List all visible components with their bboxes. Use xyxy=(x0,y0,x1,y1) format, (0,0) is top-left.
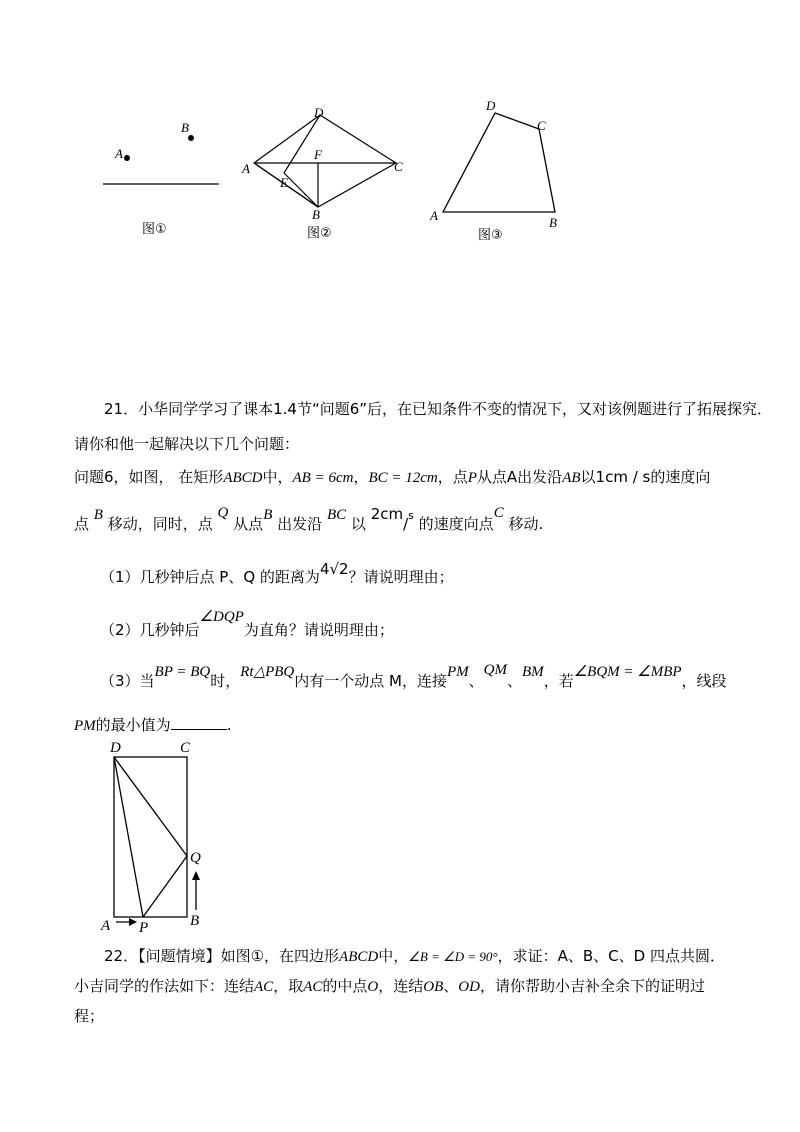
fig2-label-a: A xyxy=(242,161,250,176)
fig1-point-a xyxy=(124,155,130,161)
q21-intro-line2: 请你和他一起解决以下几个问题： xyxy=(74,435,300,453)
fig2-label-c: C xyxy=(394,159,403,174)
fig21-label-a: A xyxy=(101,918,111,934)
fig21-label-c: C xyxy=(180,740,191,756)
fig2-label-b: B xyxy=(312,207,320,222)
figure-3 xyxy=(425,95,575,235)
q22-line1: 22．【问题情境】如图①，在四边形ABCD中，∠B = ∠D = 90°，求证：A、B、C、D 四点共圆． xyxy=(104,947,725,965)
fig21-label-d: D xyxy=(110,740,121,756)
fig1-point-b xyxy=(188,135,194,141)
fig3-label-d: D xyxy=(486,98,496,113)
q22-line2: 小吉同学的作法如下：连结AC，取AC的中点O，连结OB、OD，请你帮助小吉补全余下的证明过 xyxy=(74,977,705,995)
fig21-label-q: Q xyxy=(190,850,201,866)
q21-figure xyxy=(95,735,225,940)
fig1-label-b: B xyxy=(181,120,189,135)
figure-2 xyxy=(238,105,408,225)
fig1-label-a: A xyxy=(115,146,123,161)
fig3-label-b: B xyxy=(549,215,557,230)
fig2-label-f: F xyxy=(314,147,322,162)
answer-blank[interactable] xyxy=(171,715,227,730)
q21-problem-line2: 点 B 移动，同时，点 Q 从点B 出发沿 BC 以 2cm/$^s$ 的速度向点C 移动. xyxy=(74,505,544,533)
fig2-label-e: E xyxy=(280,175,288,190)
q21-sub2: （2）几秒钟后∠DQP为直角？请说明理由； xyxy=(100,609,394,639)
q21-sub3: （3）当BP = BQ时，Rt△PBQ内有一个动点 M，连接PM、QM、BM，若∠BQM = ∠MBP，线段 xyxy=(100,662,727,690)
fig2-label-d: D xyxy=(314,105,324,120)
fig3-label-a: A xyxy=(430,208,438,223)
fig1-caption: 图① xyxy=(142,222,167,237)
q22-line3: 程； xyxy=(74,1007,105,1025)
fig21-label-b: B xyxy=(190,913,200,929)
q21-intro-line1: 21．小华同学学习了课本1.4节“问题6”后，在已知条件不变的情况下，又对该例题进行了拓展探究． xyxy=(104,400,773,418)
q21-sub3-line2: PM的最小值为 . xyxy=(74,716,232,734)
fig21-label-p: P xyxy=(139,920,149,936)
fig3-caption: 图③ xyxy=(478,228,503,243)
fig3-label-c: C xyxy=(537,118,546,133)
q21-sub1: （1）几秒钟后点 P、Q 的距离为4√2？请说明理由； xyxy=(100,560,454,586)
fig2-caption: 图② xyxy=(307,226,332,241)
q21-problem-line1: 问题6，如图， 在矩形ABCD中，AB = 6cm，BC = 12cm，点P从点A出发沿AB以1cm / s的速度向 xyxy=(74,468,711,486)
